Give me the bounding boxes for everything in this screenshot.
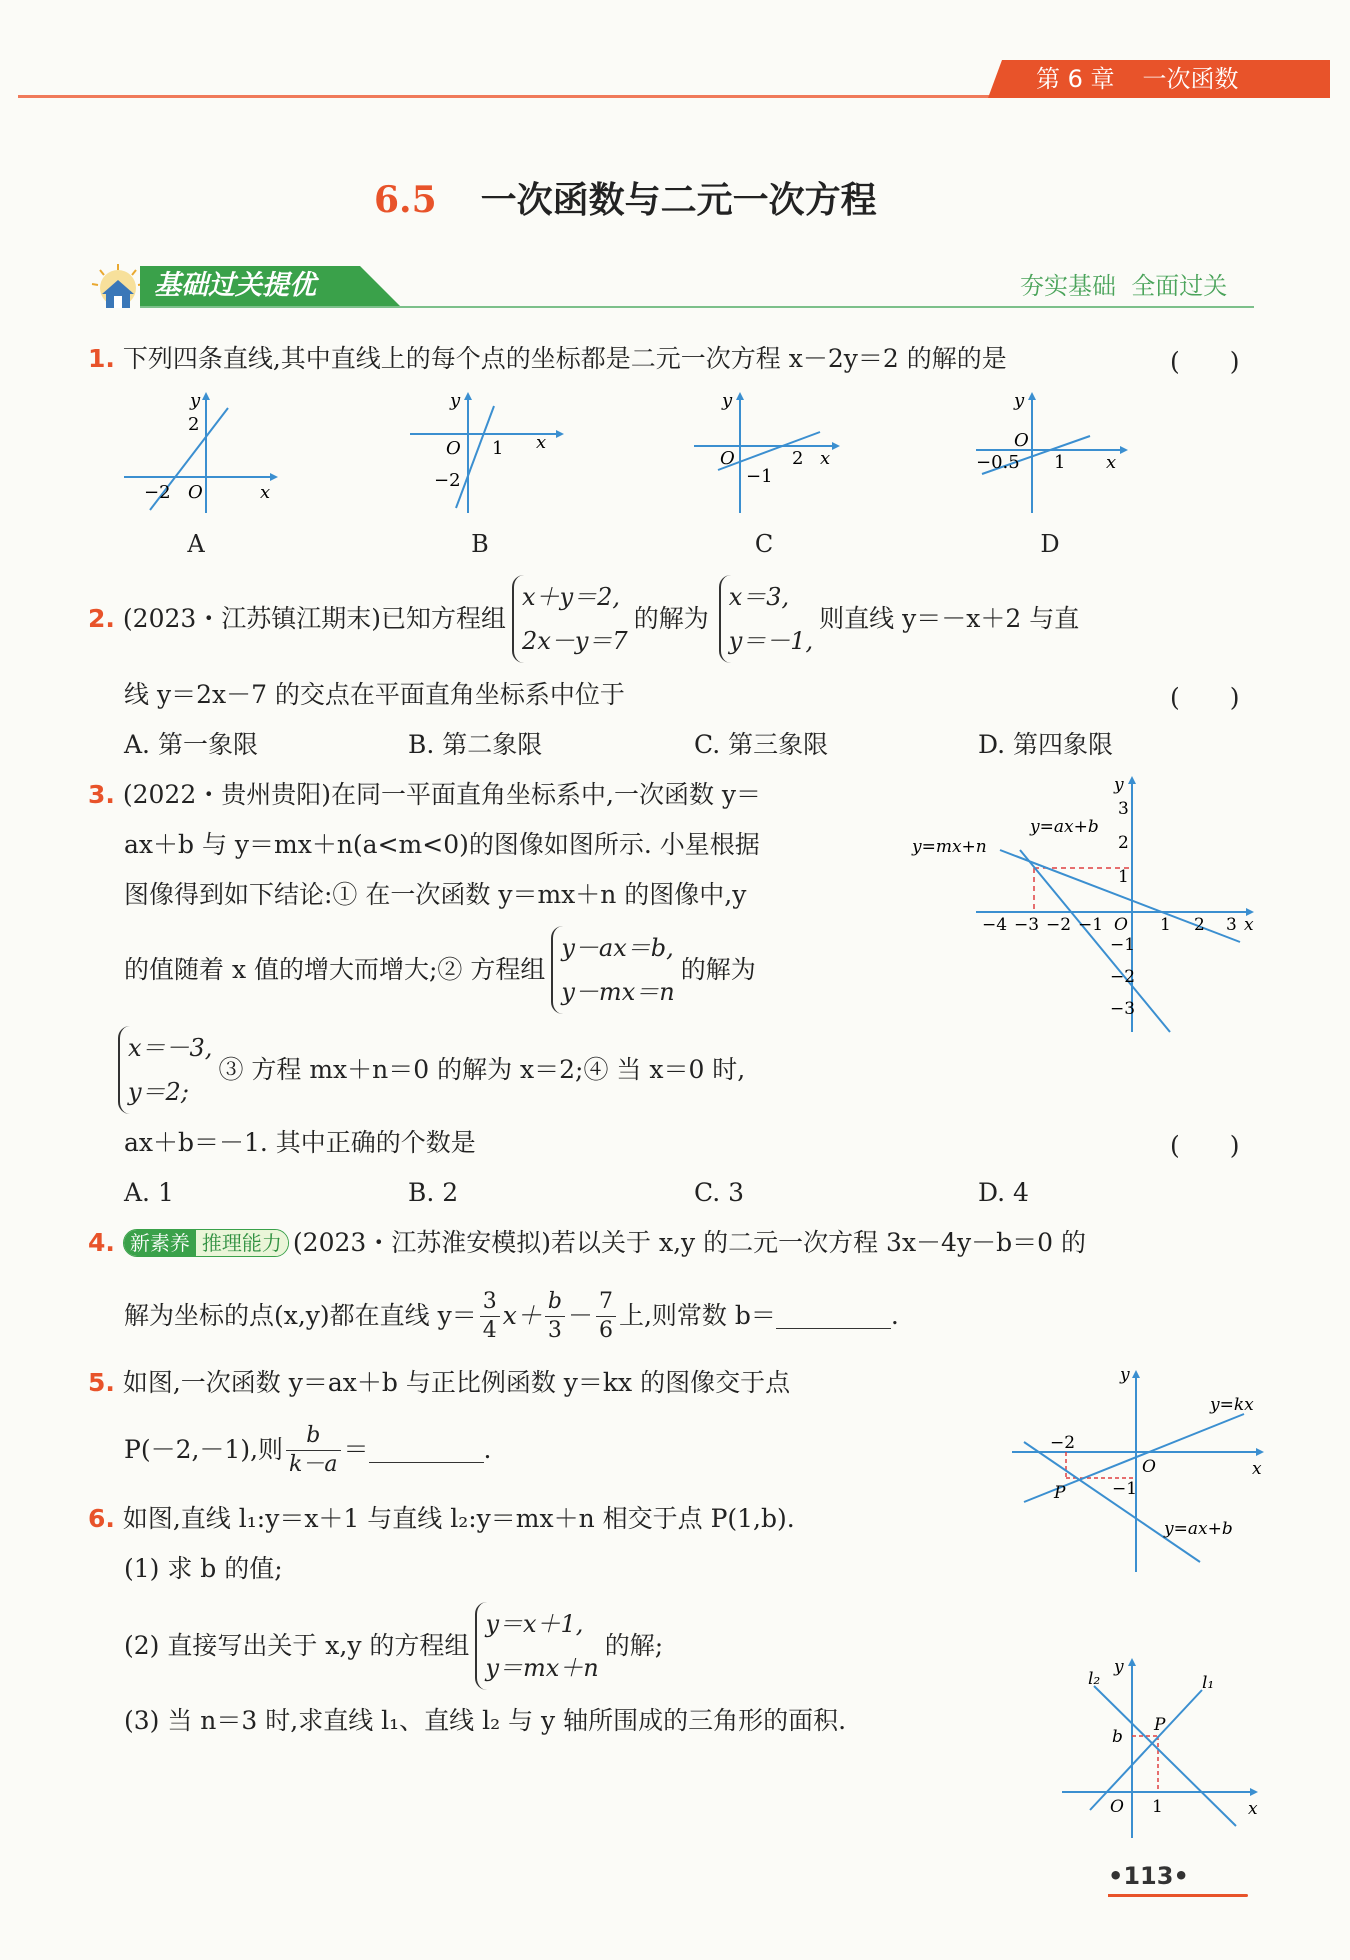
option-label: C [754, 530, 774, 558]
axis-y-label: y [722, 390, 733, 411]
equation: y＝－1, [728, 627, 814, 655]
equation-system [475, 1602, 598, 1690]
question-number: 1. [88, 344, 115, 373]
question-text: ax＋b＝－1. 其中正确的个数是 [124, 1128, 476, 1157]
page-number: •113• [1108, 1862, 1189, 1890]
chapter-label [1036, 64, 1239, 94]
question-text: . [483, 1435, 492, 1464]
origin-label: O [188, 482, 203, 503]
tick-label: −2 [144, 482, 171, 503]
question-4 [88, 1226, 1086, 1260]
equation-system [551, 926, 674, 1014]
tick-label: 2 [1118, 833, 1129, 853]
question-text: 解为坐标的点(x,y)都在直线 y＝ [124, 1301, 477, 1330]
denominator: 6 [598, 1317, 613, 1343]
question-text: 的解为 [633, 604, 709, 633]
tick-label: b [1112, 1727, 1123, 1747]
equation: x＋y＝2, [522, 583, 621, 611]
origin-label: O [446, 438, 461, 459]
question-text-row [124, 924, 756, 1016]
question-number: 3. [88, 780, 115, 809]
line-label: y=ax+b [1030, 817, 1099, 837]
option-label: D [1040, 530, 1060, 558]
equation: 2x－y＝7 [522, 627, 628, 655]
equation: y－ax＝b, [561, 934, 674, 962]
option-a: A. 1 [124, 1178, 174, 1207]
question-text: － [567, 1301, 593, 1330]
tick-label: −2 [1110, 967, 1136, 987]
axis-y-label: y [1120, 1365, 1130, 1385]
tick-label: −1 [746, 466, 773, 487]
axis-x-label: x [1252, 1459, 1262, 1479]
question-text: 如图,一次函数 y＝ax＋b 与正比例函数 y＝kx 的图像交于点 [122, 1368, 791, 1397]
question-text: 上,则常数 b＝ [618, 1301, 776, 1330]
tick-label: 1 [1160, 915, 1171, 935]
graph-q3 [910, 770, 1260, 1040]
axis-x-label: x [536, 432, 547, 453]
numerator: b [286, 1422, 340, 1451]
question-text: P(－2,－1),则 [124, 1435, 284, 1464]
tick-label: −3 [1014, 915, 1040, 935]
axis-y-label: y [190, 390, 201, 411]
tick-label: −0.5 [976, 452, 1020, 473]
denominator: k－a [289, 1451, 338, 1477]
origin-label: O [1110, 1797, 1124, 1817]
equation: x＝－3, [128, 1034, 213, 1062]
question-text: (2) 直接写出关于 x,y 的方程组 [124, 1631, 470, 1660]
denominator: 3 [547, 1317, 562, 1343]
answer-paren: ( ) [1170, 1131, 1240, 1160]
question-text: 下列四条直线,其中直线上的每个点的坐标都是二元一次方程 x－2y＝2 的解的是 [122, 344, 1007, 373]
question-2 [88, 574, 1079, 664]
question-text-row [118, 1024, 745, 1116]
axis-y-label: y [450, 390, 461, 411]
question-text: 的解; [604, 1631, 664, 1660]
line-label: y=mx+n [912, 837, 987, 857]
tag-primary: 新素养 [124, 1230, 196, 1256]
tick-label: 1 [1118, 867, 1129, 887]
question-number: 2. [88, 604, 115, 633]
point-label: P [1154, 1715, 1166, 1735]
question-text: ＝ [343, 1435, 369, 1464]
option-d: D. 第四象限 [978, 730, 1114, 759]
question-text: (2023・江苏镇江期末)已知方程组 [122, 604, 507, 633]
line-label: l₂ [1088, 1669, 1101, 1689]
tag-secondary: 推理能力 [196, 1230, 288, 1256]
section-number: 6.5 [374, 179, 437, 221]
question-text-row [124, 1418, 491, 1482]
page-number-underline [1108, 1894, 1248, 1897]
graph-a [120, 388, 280, 518]
axis-x-label: x [1244, 915, 1254, 935]
literacy-tag [123, 1229, 289, 1257]
fraction [596, 1288, 616, 1345]
point-label: P [1054, 1483, 1066, 1503]
equation-system [512, 575, 628, 663]
option-b: B. 2 [408, 1178, 459, 1207]
answer-paren: ( ) [1170, 347, 1240, 376]
question-text: . [890, 1301, 899, 1330]
tick-label: 2 [792, 448, 804, 469]
numerator: 3 [480, 1288, 500, 1317]
tick-label: −4 [982, 915, 1008, 935]
chapter-number: 第 6 章 [1036, 65, 1115, 93]
graph-q5 [1004, 1362, 1274, 1582]
axis-y-label: y [1114, 1657, 1124, 1677]
question-3 [88, 778, 761, 812]
question-6 [88, 1502, 795, 1536]
line-label: y=ax+b [1164, 1519, 1233, 1539]
question-text: ax＋b 与 y＝mx＋n(a<m<0)的图像如图所示. 小星根据 [124, 830, 760, 859]
tick-label: −1 [1078, 915, 1104, 935]
denominator: 4 [482, 1317, 497, 1343]
question-text: 的解为 [680, 955, 756, 984]
answer-blank[interactable] [369, 1438, 484, 1463]
solution-system [118, 1026, 212, 1114]
option-a: A. 第一象限 [124, 730, 258, 759]
tick-label: 3 [1118, 799, 1129, 819]
axis-x-label: x [260, 482, 271, 503]
question-text: 则直线 y＝－x＋2 与直 [819, 604, 1080, 633]
banner-label: 基础过关提优 [154, 270, 316, 301]
section-title [374, 172, 877, 223]
banner-slogan: 夯实基础 全面过关 [1020, 272, 1228, 300]
tick-label: −3 [1110, 999, 1136, 1019]
answer-paren: ( ) [1170, 683, 1240, 712]
origin-label: O [720, 448, 735, 469]
banner-underline [140, 306, 1254, 308]
question-number: 6. [88, 1504, 115, 1533]
question-1 [88, 342, 1258, 376]
banner [88, 262, 1254, 312]
axis-x-label: x [820, 448, 831, 469]
equation: y＝x＋1, [485, 1610, 584, 1638]
tick-label: −2 [1046, 915, 1072, 935]
option-d: D. 4 [978, 1178, 1029, 1207]
option-b: B. 第二象限 [408, 730, 543, 759]
lighthouse-icon [88, 262, 148, 312]
question-number: 4. [88, 1228, 115, 1257]
fraction [286, 1422, 340, 1479]
fraction [480, 1288, 500, 1345]
tick-label: 2 [1194, 915, 1205, 935]
question-text: (2022・贵州贵阳)在同一平面直角坐标系中,一次函数 y＝ [122, 780, 762, 809]
origin-label: O [1014, 430, 1029, 451]
question-text: 线 y＝2x－7 的交点在平面直角坐标系中位于 [124, 680, 625, 709]
equation: y＝2; [128, 1078, 189, 1106]
equation: x＝3, [728, 583, 790, 611]
chapter-topic: 一次函数 [1142, 65, 1239, 93]
tick-label: 3 [1226, 915, 1237, 935]
option-label: B [471, 530, 489, 558]
axis-x-label: x [1106, 452, 1117, 473]
numerator: 7 [596, 1288, 616, 1317]
graph-c [690, 388, 850, 518]
axis-x-label: x [1248, 1799, 1258, 1819]
tick-label: 2 [188, 414, 200, 435]
origin-label: O [1142, 1457, 1156, 1477]
numerator: b [545, 1288, 565, 1317]
axis-y-label: y [1014, 390, 1025, 411]
line-label: y=kx [1210, 1395, 1254, 1415]
tick-label: 1 [1152, 1797, 1163, 1817]
tick-label: 1 [492, 438, 504, 459]
question-text-row [124, 1284, 899, 1348]
fraction [545, 1288, 565, 1345]
equation: y＝mx＋n [485, 1654, 599, 1682]
tick-label: −2 [1050, 1433, 1076, 1453]
question-number: 5. [88, 1368, 115, 1397]
question-text: ③ 方程 mx＋n＝0 的解为 x＝2;④ 当 x＝0 时, [218, 1055, 746, 1084]
question-text: 图像得到如下结论:① 在一次函数 y＝mx＋n 的图像中,y [124, 880, 747, 909]
section-name: 一次函数与二元一次方程 [480, 179, 877, 221]
question-text: (2023・江苏淮安模拟)若以关于 x,y 的二元一次方程 3x－4y－b＝0 的 [292, 1228, 1086, 1257]
option-c: C. 3 [694, 1178, 745, 1207]
origin-label: O [1114, 915, 1128, 935]
option-label: A [187, 530, 205, 558]
question-text: x＋ [502, 1301, 542, 1330]
question-text: 如图,直线 l₁:y＝x＋1 与直线 l₂:y＝mx＋n 相交于点 P(1,b). [122, 1504, 795, 1533]
equation: y－mx＝n [561, 978, 675, 1006]
tick-label: 1 [1054, 452, 1066, 473]
subquestion-1: (1) 求 b 的值; [124, 1554, 283, 1583]
answer-blank[interactable] [776, 1304, 891, 1329]
solution-system [719, 575, 813, 663]
tick-label: −2 [434, 470, 461, 491]
question-text: 的值随着 x 值的增大而增大;② 方程组 [124, 955, 546, 984]
option-c: C. 第三象限 [694, 730, 829, 759]
subquestion-2 [124, 1600, 663, 1692]
tick-label: −1 [1112, 1479, 1138, 1499]
subquestion-3: (3) 当 n＝3 时,求直线 l₁、直线 l₂ 与 y 轴所围成的三角形的面积. [124, 1706, 847, 1735]
graph-q6 [1054, 1650, 1264, 1850]
graph-d [972, 388, 1132, 518]
graph-b [406, 388, 566, 518]
axis-y-label: y [1114, 775, 1124, 795]
question-5 [88, 1366, 790, 1400]
line-label: l₁ [1202, 1673, 1215, 1693]
tick-label: −1 [1110, 935, 1136, 955]
